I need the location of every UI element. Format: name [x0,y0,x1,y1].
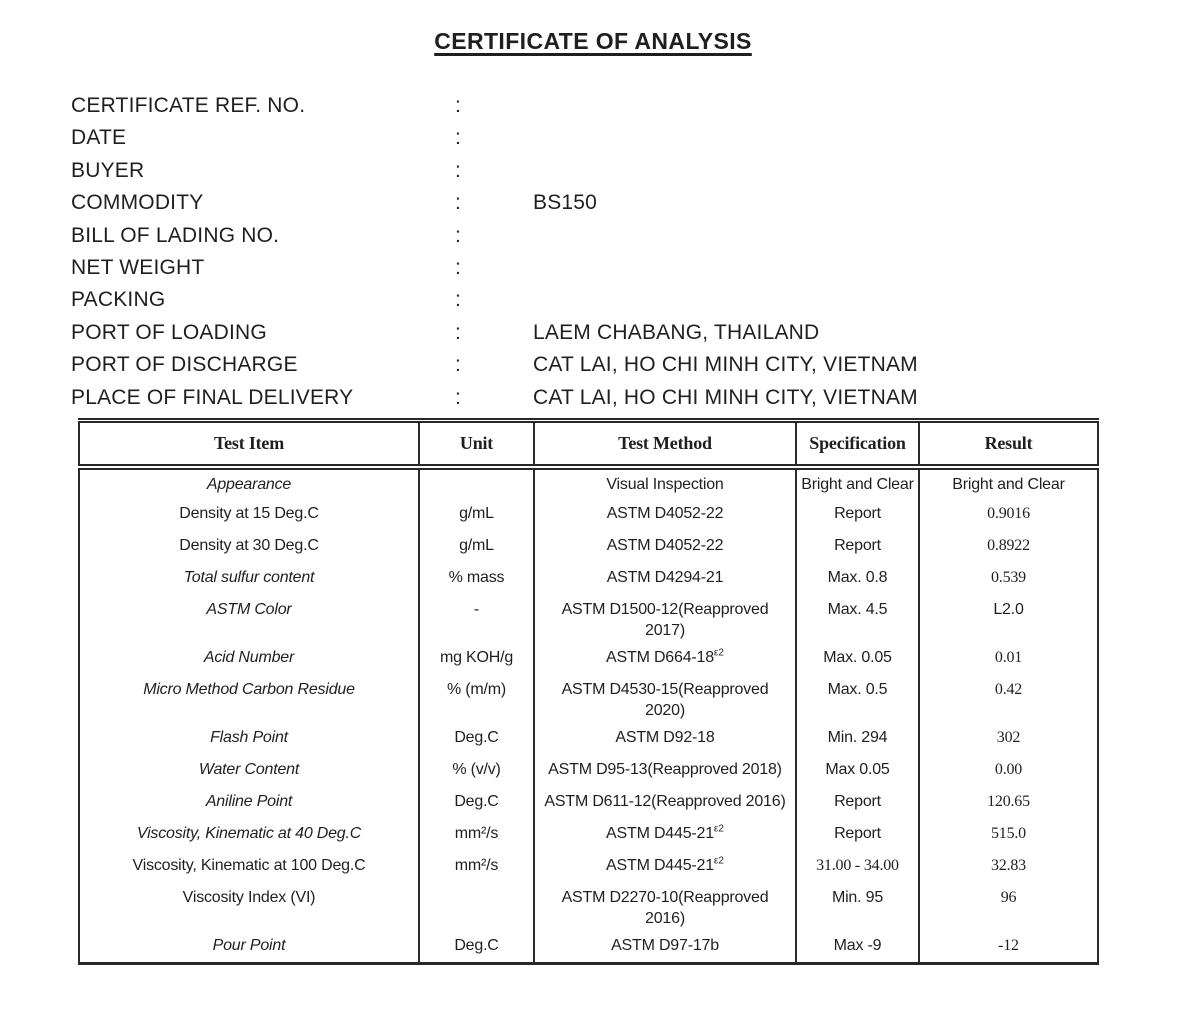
cell-test-method [534,563,796,595]
field-label: CERTIFICATE REF. NO. [71,94,306,117]
field-label: DATE [71,126,127,150]
table-row-total-sulfur [79,563,1098,595]
table-row-pour-point [79,931,1098,963]
table-row-aniline-point [79,787,1098,819]
cell-test-item: Total sulfur content [79,563,419,595]
field-value: BS150 [533,191,598,215]
table-row-flash-point [79,723,1098,755]
table-row-density-30 [79,531,1098,563]
method-text: ASTM D4052-22 [606,537,724,554]
cell-test-item: Micro Method Carbon Residue [79,675,419,723]
cell-unit: % (m/m) [419,675,534,723]
field-colon: : [455,288,462,312]
cell-specification: Max 0.05 [796,755,919,787]
cell-specification: Report [796,531,919,563]
cell-test-item: Pour Point [79,931,419,963]
header-fields [71,94,1111,418]
cell-test-item: Viscosity, Kinematic at 40 Deg.C [79,819,419,851]
cell-test-method [534,643,796,675]
cell-specification: 31.00 - 34.00 [796,851,919,883]
cell-result: 0.539 [919,563,1098,595]
table-row-water-content [79,755,1098,787]
table-row-viscosity-index [79,883,1098,931]
column-header-result: Result [919,421,1098,468]
method-text: ASTM D611-12(Reapproved 2016) [544,793,786,810]
field-colon: : [455,255,462,279]
field-colon: : [455,320,462,344]
cell-test-item: Water Content [79,755,419,787]
cell-specification: Report [796,499,919,531]
cell-unit: g/mL [419,499,534,531]
page-title-text: CERTIFICATE OF ANALYSIS [434,28,752,54]
cell-test-method [534,723,796,755]
field-label: COMMODITY [71,191,204,215]
field-net-weight [71,256,1111,288]
field-place-of-final-delivery [71,386,1111,418]
field-colon: : [455,353,462,377]
page-title [0,28,1186,55]
method-superscript: ε2 [713,823,724,835]
cell-test-method [534,819,796,851]
method-text: ASTM D445-21 [606,825,714,842]
cell-specification: Max. 0.5 [796,675,919,723]
table-row-acid-number [79,643,1098,675]
cell-result: 0.8922 [919,531,1098,563]
cell-unit: mm²/s [419,851,534,883]
cell-test-method [534,787,796,819]
cell-result: Bright and Clear [919,467,1098,499]
field-label: PORT OF LOADING [71,320,267,344]
analysis-table [78,418,1099,965]
cell-unit: Deg.C [419,931,534,963]
cell-test-item: Appearance [79,467,419,499]
cell-result: -12 [919,931,1098,963]
analysis-table-container [78,418,1099,965]
cell-test-method [534,883,796,931]
cell-result: L2.0 [919,595,1098,643]
table-row-density-15 [79,499,1098,531]
cell-test-method [534,755,796,787]
cell-unit: Deg.C [419,787,534,819]
method-text: ASTM D92-18 [615,729,715,746]
cell-result: 120.65 [919,787,1098,819]
cell-specification: Max. 0.8 [796,563,919,595]
cell-specification: Report [796,787,919,819]
cell-test-item: Aniline Point [79,787,419,819]
field-label: PORT OF DISCHARGE [71,353,298,377]
method-text: ASTM D4294-21 [606,569,724,586]
field-label: NET WEIGHT [71,255,205,279]
field-packing [71,288,1111,320]
table-row-appearance [79,467,1098,499]
field-label: BILL OF LADING NO. [71,223,280,247]
cell-unit: % (v/v) [419,755,534,787]
cell-result: 302 [919,723,1098,755]
cell-test-method [534,851,796,883]
column-header-test-item: Test Item [79,421,419,468]
cell-test-item: Viscosity, Kinematic at 100 Deg.C [79,851,419,883]
cell-result: 0.01 [919,643,1098,675]
method-text: ASTM D445-21 [606,857,714,874]
field-port-of-loading [71,321,1111,353]
cell-test-method [534,595,796,643]
cell-test-method [534,531,796,563]
field-value: CAT LAI, HO CHI MINH CITY, VIETNAM [533,385,918,409]
cell-specification: Max. 0.05 [796,643,919,675]
cell-specification: Max. 4.5 [796,595,919,643]
cell-result: 0.9016 [919,499,1098,531]
column-header-test-method: Test Method [534,421,796,468]
cell-unit [419,467,534,499]
cell-specification: Min. 294 [796,723,919,755]
cell-unit [419,883,534,931]
cell-test-item: Density at 15 Deg.C [79,499,419,531]
method-text: ASTM D1500-12(Reapproved [561,601,769,618]
cell-test-method [534,931,796,963]
table-header-row [79,421,1098,468]
method-superscript: ε2 [713,855,724,867]
cell-test-method [534,499,796,531]
cell-test-item: ASTM Color [79,595,419,643]
field-colon: : [455,223,462,247]
method-text: Visual Inspection [606,476,724,493]
cell-test-item: Viscosity Index (VI) [79,883,419,931]
field-value: CAT LAI, HO CHI MINH CITY, VIETNAM [533,353,918,377]
cell-result: 0.42 [919,675,1098,723]
cell-specification: Max -9 [796,931,919,963]
cell-result: 0.00 [919,755,1098,787]
cell-specification: Bright and Clear [796,467,919,499]
cell-test-item: Density at 30 Deg.C [79,531,419,563]
field-colon: : [455,158,462,182]
cell-unit: % mass [419,563,534,595]
field-commodity [71,191,1111,223]
cell-unit: mg KOH/g [419,643,534,675]
field-label: PACKING [71,288,166,312]
cell-specification: Report [796,819,919,851]
field-buyer [71,159,1111,191]
cell-unit: Deg.C [419,723,534,755]
method-text-line2: 2017) [645,622,685,639]
method-text: ASTM D2270-10(Reapproved [561,889,769,906]
field-date [71,126,1111,158]
field-value: LAEM CHABANG, THAILAND [533,320,820,344]
cell-unit: - [419,595,534,643]
table-row-astm-color [79,595,1098,643]
field-certificate-ref-no [71,94,1111,126]
cell-result: 96 [919,883,1098,931]
table-row-carbon-residue [79,675,1098,723]
field-port-of-discharge [71,353,1111,385]
cell-test-method [534,675,796,723]
method-text: ASTM D97-17b [611,937,719,954]
cell-test-item: Flash Point [79,723,419,755]
method-text: ASTM D95-13(Reapproved 2018) [548,761,782,778]
cell-result: 515.0 [919,819,1098,851]
field-colon: : [455,385,462,409]
field-label: BUYER [71,158,145,182]
field-colon: : [455,191,462,215]
cell-unit: g/mL [419,531,534,563]
method-text: ASTM D664-18 [606,649,714,666]
cell-specification: Min. 95 [796,883,919,931]
table-row-viscosity-100 [79,851,1098,883]
method-superscript: ε2 [713,647,724,659]
column-header-specification: Specification [796,421,919,468]
method-text: ASTM D4530-15(Reapproved [561,681,769,698]
field-colon: : [455,126,462,150]
method-text: ASTM D4052-22 [606,505,724,522]
cell-result: 32.83 [919,851,1098,883]
cell-test-item: Acid Number [79,643,419,675]
field-label: PLACE OF FINAL DELIVERY [71,385,354,409]
field-colon: : [455,94,462,117]
field-bill-of-lading-no [71,224,1111,256]
table-row-viscosity-40 [79,819,1098,851]
method-text-line2: 2020) [645,702,685,719]
cell-test-method [534,467,796,499]
cell-unit: mm²/s [419,819,534,851]
method-text-line2: 2016) [645,910,685,927]
column-header-unit: Unit [419,421,534,468]
